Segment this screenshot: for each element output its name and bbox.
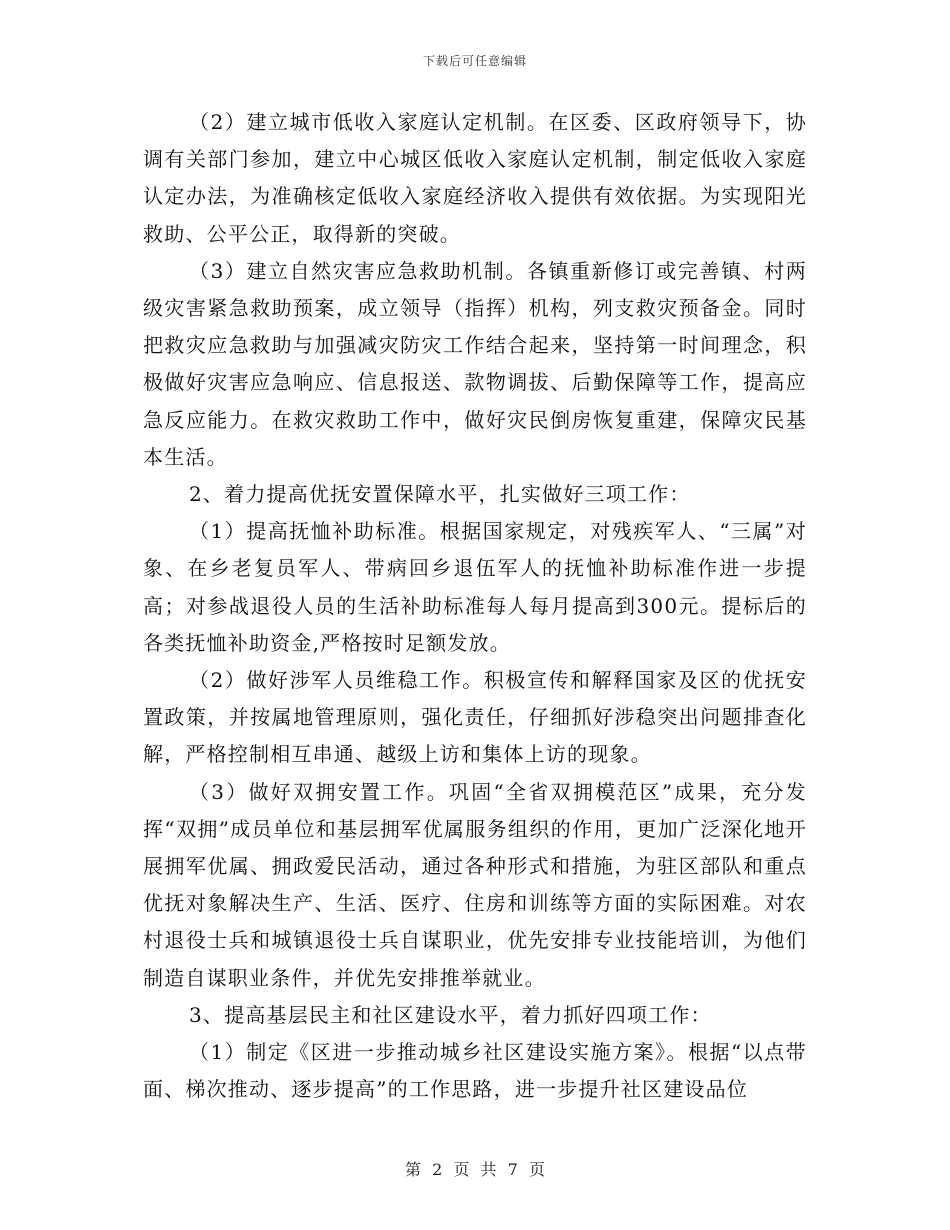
footer-total-unit: 页 bbox=[528, 1160, 545, 1179]
paragraph-6: （1）制定《区进一步推动城乡社区建设实施方案》。根据“以点带面、梯次推动、逐步提高”的工作思路，进一步提升社区建设品位 bbox=[143, 1040, 807, 1102]
paragraph-4: （2）做好涉军人员维稳工作。积极宣传和解释国家及区的优抚安置政策，并按属地管理原则，强化责任，仔细抓好涉稳突出问题排查化解，严格控制相互串通、越级上访和集体上访的现象。 bbox=[143, 668, 807, 767]
footer-page-unit: 页 bbox=[453, 1160, 470, 1179]
footer-page-label: 第 bbox=[405, 1160, 422, 1179]
paragraph-5: （3）做好双拥安置工作。巩固“全省双拥模范区”成果，充分发挥“双拥”成员单位和基层拥军优属服务组织的作用，更加广泛深化地开展拥军优属、拥政爱民活动，通过各种形式和措施，为驻区部队和重点优抚对象解决生产、生活、医疗、住房和训练等方面的实际困难。对农村退役士兵和城镇退役士兵自谋职业，优先安排专业技能培训，为他们制造自谋职业条件，并优先安排推举就业。 bbox=[143, 779, 807, 990]
page-footer bbox=[0, 1157, 950, 1180]
section-heading-3: 3、提高基层民主和社区建设水平，着力抓好四项工作： bbox=[189, 1002, 712, 1027]
footer-total-pages: 7 bbox=[507, 1160, 518, 1179]
paragraph-3: （1）提高抚恤补助标准。根据国家规定，对残疾军人、“三属”对象、在乡老复员军人、带病回乡退伍军人的抚恤补助标准作进一步提高；对参战退役人员的生活补助标准每人每月提高到300元。提标后的各类抚恤补助资金,严格按时足额发放。 bbox=[143, 519, 807, 655]
paragraph-1: （2）建立城市低收入家庭认定机制。在区委、区政府领导下，协调有关部门参加，建立中心城区低收入家庭认定机制，制定低收入家庭认定办法，为准确核定低收入家庭经济收入提供有效依据。为实现阳光救助、公平公正，取得新的突破。 bbox=[143, 110, 807, 246]
paragraph-2: （3）建立自然灾害应急救助机制。各镇重新修订或完善镇、村两级灾害紧急救助预案，成立领导（指挥）机构，列支救灾预备金。同时把救灾应急救助与加强减灾防灾工作结合起来，坚持第一时间理念，积极做好灾害应急响应、信息报送、款物调拔、后勤保障等工作，提高应急反应能力。在救灾救助工作中，做好灾民倒房恢复重建，保障灾民基本生活。 bbox=[143, 258, 807, 469]
document-body bbox=[143, 104, 807, 1108]
page-header: 下载后可任意编辑 bbox=[422, 54, 527, 68]
section-heading-2: 2、着力提高优抚安置保障水平，扎实做好三项工作： bbox=[189, 482, 691, 507]
footer-page-number: 2 bbox=[432, 1160, 443, 1179]
footer-total-label: 共 bbox=[480, 1160, 497, 1179]
